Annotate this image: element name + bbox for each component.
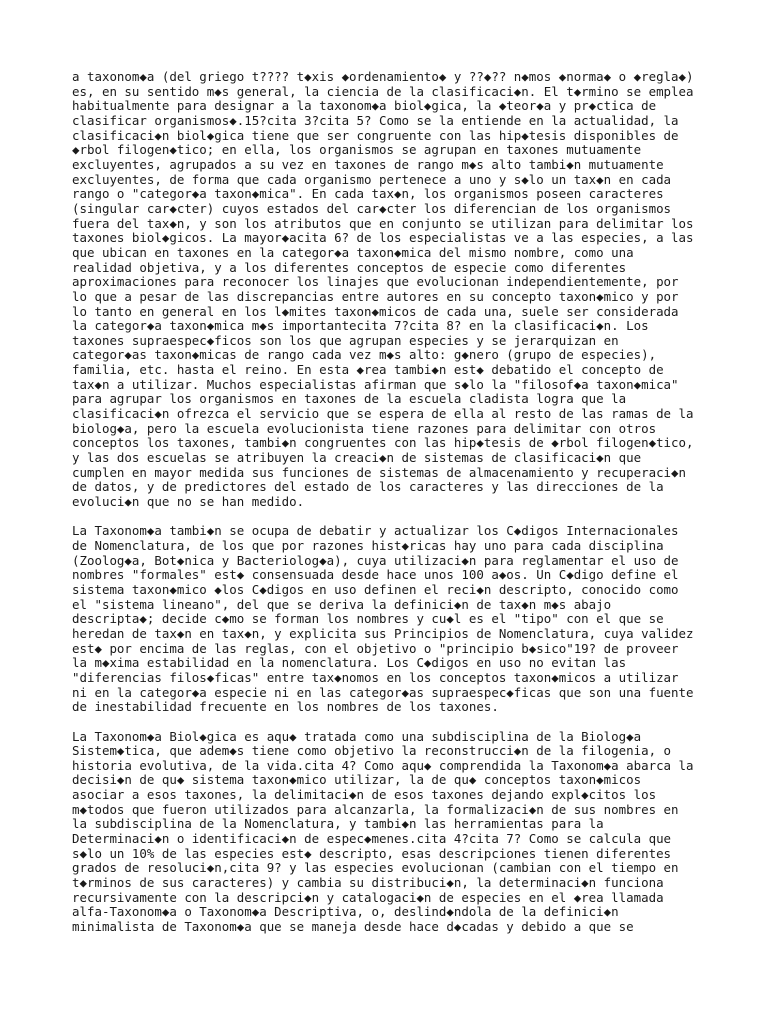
paragraph-spacer <box>72 715 704 730</box>
document-page <box>72 70 704 935</box>
paragraph-taxonomy-definition: a taxonom◆a (del griego t???? t◆xis ◆ordenamiento◆ y ??◆?? n◆mos ◆norma◆ o ◆regla◆) es, en su sentido m◆s general, la ciencia de la clasificaci◆n. El t◆rmino se emplea habitualmente para designar a la taxonom◆a biol◆gica, la ◆teor◆a y pr◆ctica de clasificar organismos◆.15?cita 3?cita 5? Como se la entiende en la actualidad, la clasificaci◆n biol◆gica tiene que ser congruente con las hip◆tesis disponibles de ◆rbol filogen◆tico; en ella, los organismos se agrupan en taxones mutuamente excluyentes, agrupados a su vez en taxones de rango m◆s alto tambi◆n mutuamente excluyentes, de forma que cada organismo pertenece a uno y s◆lo un tax◆n en cada rango o "categor◆a taxon◆mica". En cada tax◆n, los organismos poseen caracteres (singular car◆cter) cuyos estados del car◆cter los diferencian de los organismos fuera del tax◆n, y son los atributos que en conjunto se utilizan para delimitar los taxones biol◆gicos. La mayor◆acita 6? de los especialistas ve a las especies, a las que ubican en taxones en la categor◆a taxon◆mica del mismo nombre, como una realidad objetiva, y a los diferentes conceptos de especie como diferentes aproximaciones para reconocer los linajes que evolucionan independientemente, por lo que a pesar de las discrepancias entre autores en su concepto taxon◆mico y por lo tanto en general en los l◆mites taxon◆micos de cada una, suele ser considerada la categor◆a taxon◆mica m◆s importantecita 7?cita 8? en la clasificaci◆n. Los taxones supraespec◆ficos son los que agrupan especies y se jerarquizan en categor◆as taxon◆micas de rango cada vez m◆s alto: g◆nero (grupo de especies), familia, etc. hasta el reino. En esta ◆rea tambi◆n est◆ debatido el concepto de tax◆n a utilizar. Muchos especialistas afirman que s◆lo la "filosof◆a taxon◆mica" para agrupar los organismos en taxones de la escuela cladista logra que la clasificaci◆n ofrezca el servicio que se espera de ella al resto de las ramas de la biolog◆a, pero la escuela evolucionista tiene razones para delimitar con otros conceptos los taxones, tambi◆n congruentes con las hip◆tesis de ◆rbol filogen◆tico, y las dos escuelas se atribuyen la creaci◆n de sistemas de clasificaci◆n que cumplen en mayor medida sus funciones de sistemas de almacenamiento y recuperaci◆n de datos, y de predictores del estado de los caracteres y las direcciones de la evoluci◆n que no se han medido. <box>72 69 694 510</box>
paragraph-spacer <box>72 510 704 525</box>
paragraph-biological-taxonomy: La Taxonom◆a Biol◆gica es aqu◆ tratada como una subdisciplina de la Biolog◆a Sistem◆tica, que adem◆s tiene como objetivo la reconstrucci◆n de la filogenia, o historia evolutiva, de la vida.cita 4? Como aqu◆ comprendida la Taxonom◆a abarca la decisi◆n de qu◆ sistema taxon◆mico utilizar, la de qu◆ conceptos taxon◆micos asociar a esos taxones, la delimitaci◆n de esos taxones dejando expl◆citos los m◆todos que fueron utilizados para alcanzarla, la formalizaci◆n de sus nombres en la subdisciplina de la Nomenclatura, y tambi◆n las herramientas para la Determinaci◆n o identificaci◆n de espec◆menes.cita 4?cita 7? Como se calcula que s◆lo un 10% de las especies est◆ descripto, esas descripciones tienen diferentes grados de resoluci◆n,cita 9? y las especies evolucionan (cambian con el tiempo en t◆rminos de sus caracteres) y cambia su distribuci◆n, la determinaci◆n funciona recursivamente con la descripci◆n y catalogaci◆n de especies en el ◆rea llamada alfa-Taxonom◆a o Taxonom◆a Descriptiva, o, deslind◆ndola de la definici◆n minimalista de Taxonom◆a que se maneja desde hace d◆cadas y debido a que se <box>72 728 694 935</box>
paragraph-nomenclature-codes: La Taxonom◆a tambi◆n se ocupa de debatir y actualizar los C◆digos Internacionales de Nomenclatura, de los que por razones hist◆ricas hay uno para cada disciplina (Zoolog◆a, Bot◆nica y Bacteriolog◆a), cuya utilizaci◆n para reglamentar el uso de nombres "formales" est◆ consensuada desde hace unos 100 a◆os. Un C◆digo define el sistema taxon◆mico ◆los C◆digos en uso definen el reci◆n descripto, conocido como el "sistema lineano", del que se deriva la definici◆n de tax◆n m◆s abajo descripta◆; decide c◆mo se forman los nombres y cu◆l es el "tipo" con el que se heredan de tax◆n en tax◆n, y explicita sus Principios de Nomenclatura, cuya validez est◆ por encima de las reglas, con el objetivo o "principio b◆sico"19? de proveer la m◆xima estabilidad en la nomenclatura. Los C◆digos en uso no evitan las "diferencias filos◆ficas" entre tax◆nomos en los conceptos taxon◆micos a utilizar ni en la categor◆a especie ni en las categor◆as supraespec◆ficas que son una fuente de inestabilidad frecuente en los nombres de los taxones. <box>72 523 694 715</box>
